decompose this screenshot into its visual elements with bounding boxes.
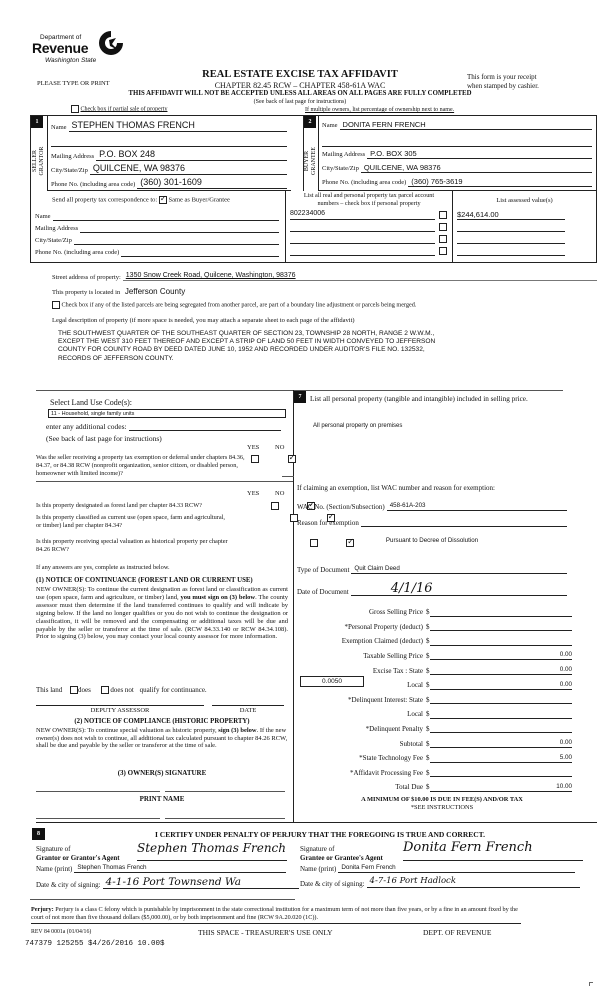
- dollar-sign: $: [426, 637, 430, 646]
- grantee-sig-label: [300, 845, 383, 862]
- grantee-sig-label-2: Grantee or Grantee's Agent: [300, 853, 383, 862]
- exemption-top-rule: [282, 476, 294, 477]
- doc-type-row: [297, 565, 567, 574]
- dollar-sign: $: [426, 724, 430, 733]
- form-title: REAL ESTATE EXCISE TAX AFFIDAVIT: [202, 69, 398, 80]
- this-land-label: This land: [36, 686, 63, 694]
- notice2-title: (2) NOTICE OF COMPLIANCE (HISTORIC PROPERTY): [74, 718, 250, 725]
- exemption-claim-label: If claiming an exemption, list WAC number and reason for exemption:: [297, 484, 495, 492]
- tax-row-value[interactable]: 0.00: [430, 681, 573, 690]
- does-not-label: does not: [110, 686, 134, 694]
- tax-row: [297, 748, 572, 763]
- forest-question: Is this property designated as forest land per chapter 84.33 RCW?: [36, 502, 202, 509]
- grantee-name-field[interactable]: Donita Fern French: [338, 864, 575, 873]
- corr-city-field[interactable]: [74, 236, 279, 245]
- does-checkbox[interactable]: [70, 686, 78, 694]
- grantor-sig-label-2: Grantor or Grantor's Agent: [36, 853, 120, 862]
- parcel-row: [290, 210, 590, 221]
- form-id: REV 84 0001a (01/04/16): [31, 929, 92, 935]
- assessed-value-field[interactable]: [457, 234, 565, 244]
- section-7-badge: 7: [294, 391, 306, 403]
- tax-row: [297, 719, 572, 734]
- parcels-header: [286, 192, 452, 207]
- section-8-badge: 8: [32, 828, 45, 840]
- doc-type-label: Type of Document: [297, 565, 350, 574]
- tax-row: [297, 646, 572, 661]
- notice2-bold: sign (3) below: [218, 727, 257, 734]
- logo-state: Washington State: [45, 57, 97, 64]
- exemption-yes-checkbox[interactable]: [251, 455, 259, 463]
- perjury-text: Perjury is a class C felony which is punishable by imprisonment in the state correctional institution for a maximum term of not more than five years, or by a fine in an amount fixed by the court of not more than five thousand dollars ($5,000.00), or by both imprisonment and fine (RCW 9A.20.020 (1C)).: [31, 906, 518, 921]
- see-back-note: (See back of last page for instructions): [253, 99, 347, 105]
- notice2-body: [36, 727, 288, 750]
- notice2-body-b: . If the new owner(s) does not wish to continue, all additional tax calculated pursuant to chapter 84.26 RCW, shall be due and payable by the seller or transferor at the time of sale.: [36, 727, 288, 750]
- personal-property-field[interactable]: All personal property on premises: [313, 423, 403, 429]
- buyer-mailing-label: Mailing Address: [322, 151, 366, 159]
- tax-row-value[interactable]: [430, 710, 573, 719]
- grantor-date-row: [36, 876, 299, 889]
- reason-field[interactable]: Pursuant to Decree of Dissolution: [385, 537, 479, 544]
- parcel-number-field[interactable]: [290, 234, 435, 244]
- notice1-title: (1) NOTICE OF CONTINUANCE (FOREST LAND OR CURRENT USE): [36, 577, 253, 584]
- if-yes-note: If any answers are yes, complete as instructed below.: [36, 564, 170, 571]
- tax-row-label: *Delinquent Interest: State: [347, 695, 423, 704]
- street-address-field[interactable]: 1350 Snow Creek Road, Quilcene, Washington, 98376: [123, 272, 597, 281]
- legal-description-label: Legal description of property (if more space is needed, you may attach a separate sheet to each page of the affidavit): [52, 317, 355, 324]
- assessor-date-line[interactable]: [212, 705, 284, 706]
- receipt-note-1: This form is your receipt: [467, 73, 537, 81]
- buyer-name-label: Name: [322, 122, 338, 130]
- land-use-select[interactable]: 11 - Household, single family units: [48, 409, 286, 418]
- dollar-sign: $: [426, 695, 430, 704]
- same-as-buyer-label: Same as Buyer/Grantee: [168, 196, 230, 204]
- tax-row-label: Gross Selling Price: [368, 608, 423, 617]
- middle-bottom-rule: [36, 822, 597, 823]
- tax-row-value[interactable]: 0.00: [430, 651, 573, 660]
- grantee-date-row: [300, 876, 580, 888]
- segregated-checkbox[interactable]: [52, 301, 60, 309]
- correspondence-section: [30, 191, 285, 263]
- correspondence-label: Send all property tax correspondence to:: [52, 196, 158, 204]
- notice2-body-a: NEW OWNER(S): To continue special valuation as historic property,: [36, 727, 217, 734]
- tax-row: [297, 660, 572, 675]
- additional-codes-field[interactable]: [129, 422, 281, 431]
- buyer-mailing-field[interactable]: P.O. BOX 305: [367, 149, 592, 159]
- notice1-body-b: . The county assessor must then determine if the land transferred continues to qualify and will indicate by signing below. If the land no longer qualifies or you do not wish to continue the designation or classification, it will be removed and the compensating or additional taxes will be due and payable by the seller or transferor at the time of sale. (RCW 84.33.140 or RCW 84.34.108). Prior to signing (3) below, you may contact your local county assessor for more information.: [36, 593, 289, 641]
- tax-row: [297, 733, 572, 748]
- wac-field[interactable]: 458-61A-203: [387, 502, 567, 511]
- forest-yes-checkbox[interactable]: [271, 502, 279, 510]
- tax-row-label: Local: [407, 710, 423, 719]
- tax-table: [297, 602, 572, 792]
- tax-row: [297, 631, 572, 646]
- buyer-phone-field[interactable]: (360) 765-3619: [408, 177, 592, 187]
- street-address-row: [52, 272, 597, 281]
- print-name-line-2[interactable]: [165, 818, 285, 819]
- corner-mark: [589, 982, 593, 986]
- corr-name-label: Name: [35, 213, 51, 221]
- dollar-sign: $: [426, 768, 430, 777]
- seller-mailing-label: Mailing Address: [51, 153, 95, 160]
- yes-header-2: YES: [247, 490, 260, 497]
- dollar-sign: $: [426, 608, 430, 617]
- multiple-owners-note: If multiple owners, list percentage of ownership next to name.: [305, 107, 455, 113]
- treasurer-use: THIS SPACE - TREASURER'S USE ONLY: [198, 928, 333, 937]
- parcels-header-2: numbers – check box if personal property: [317, 199, 421, 207]
- tax-row: [297, 602, 572, 617]
- tax-row-value[interactable]: [430, 637, 573, 646]
- buyer-city-field[interactable]: QUILCENE, WA 98376: [361, 163, 592, 173]
- corr-phone-field[interactable]: [121, 248, 279, 257]
- parcel-personal-checkbox[interactable]: [439, 235, 447, 243]
- buyer-side-label-2: GRANTEE: [311, 147, 317, 175]
- no-header-2: NO: [275, 490, 285, 497]
- parcel-row: [290, 234, 590, 245]
- seller-side-label-1: SELLER: [32, 150, 38, 172]
- deputy-assessor-line[interactable]: [36, 705, 204, 706]
- revenue-swirl-logo-icon: [98, 30, 124, 56]
- seller-name-field[interactable]: STEPHEN THOMAS FRENCH: [69, 120, 287, 132]
- personal-property-label: List all personal property (tangible and intangible) included in selling price.: [310, 395, 528, 403]
- grantee-date-label: Date & city of signing:: [300, 879, 365, 888]
- dollar-sign: $: [426, 651, 430, 660]
- county-field[interactable]: Jefferson County: [124, 287, 186, 296]
- treasurer-stamp: 747379 125255 $4/26/2016 10.00$: [25, 940, 165, 948]
- legal-line: THE SOUTHWEST QUARTER OF THE SOUTHEAST QUARTER OF SECTION 23, TOWNSHIP 28 NORTH, RANGE 2 W.W.M.,: [58, 330, 435, 337]
- tax-row-value[interactable]: 0.00: [430, 666, 573, 675]
- seller-name-label: Name: [51, 124, 67, 131]
- land-use-see-back: (See back of last page for instructions): [46, 434, 162, 443]
- tax-row-label: Subtotal: [399, 739, 423, 748]
- corr-phone-label: Phone No. (including area code): [35, 249, 120, 257]
- parcel-number-field[interactable]: [290, 246, 435, 256]
- print-name-line-1[interactable]: [36, 818, 160, 819]
- parcel-row: [290, 246, 590, 257]
- owner-signature-line-1[interactable]: [36, 791, 160, 792]
- doc-date-row: [297, 582, 567, 596]
- grantor-name-field[interactable]: Stephen Thomas French: [74, 864, 286, 873]
- grantor-name-label: Name (print): [36, 864, 73, 873]
- tax-row: [297, 763, 572, 778]
- tax-row: [297, 777, 572, 792]
- county-label: This property is located in: [52, 289, 121, 296]
- doc-type-field[interactable]: Quit Claim Deed: [351, 565, 567, 574]
- legal-line: COUNTY FOR COUNTY ROAD BY DEED DATED JUNE 10, 1952 AND RECORDED UNDER AUDITOR'S FILE NO. 132532,: [58, 346, 425, 354]
- parcel-row: [290, 222, 590, 233]
- current-use-question: Is this property classified as current use (open space, farm and agricultural, or timber) land per chapter 84.34?: [36, 514, 226, 529]
- parcel-personal-checkbox[interactable]: [439, 247, 447, 255]
- partial-sale-checkbox[interactable]: [71, 105, 79, 113]
- assessed-value-field[interactable]: [457, 246, 565, 256]
- parcel-personal-checkbox[interactable]: [439, 211, 447, 219]
- please-type: PLEASE TYPE OR PRINT: [37, 80, 110, 87]
- segregated-row: [52, 301, 416, 309]
- parcel-personal-checkbox[interactable]: [439, 223, 447, 231]
- additional-codes-row: [46, 422, 281, 431]
- receipt-note-2: when stamped by cashier.: [467, 82, 539, 90]
- grantee-name-label: Name (print): [300, 864, 337, 873]
- tax-row-value[interactable]: [430, 724, 573, 733]
- reason-line[interactable]: [361, 518, 567, 527]
- minimum-note: A MINIMUM OF $10.00 IS DUE IN FEE(S) AND/OR TAX: [361, 796, 523, 803]
- assessed-value-field[interactable]: $244,614.00: [457, 210, 565, 220]
- seller-city-field[interactable]: QUILCENE, WA 98376: [90, 163, 287, 175]
- notice1-body: [36, 586, 288, 641]
- seller-phone-field[interactable]: (360) 301-1609: [137, 177, 287, 189]
- corr-mailing-label: Mailing Address: [35, 225, 79, 233]
- grantor-sig-label-1: Signature of: [36, 845, 71, 853]
- continuance-row: [36, 686, 207, 694]
- dollar-sign: $: [426, 622, 430, 631]
- buyer-side-label-1: BUYER: [304, 150, 310, 172]
- grantor-sig-label: [36, 845, 120, 862]
- logo-dept: Department of: [40, 34, 82, 41]
- grantee-sig-label-1: Signature of: [300, 845, 335, 853]
- print-name-label: PRINT NAME: [139, 795, 185, 803]
- assessor-date-label: DATE: [239, 707, 257, 714]
- street-address-label: Street address of property:: [52, 273, 121, 281]
- section-1-badge: 1: [31, 116, 43, 128]
- deputy-assessor-label: DEPUTY ASSESSOR: [90, 707, 150, 714]
- form-subtitle: CHAPTER 82.45 RCW – CHAPTER 458-61A WAC: [214, 81, 386, 90]
- doc-date-label: Date of Document: [297, 587, 349, 596]
- seller-phone-label: Phone No. (including area code): [51, 181, 136, 188]
- tax-row-value[interactable]: 10.00: [430, 783, 573, 792]
- corr-mailing-field[interactable]: [80, 224, 279, 233]
- certify-statement: I CERTIFY UNDER PENALTY OF PERJURY THAT THE FOREGOING IS TRUE AND CORRECT.: [154, 830, 485, 839]
- buyer-name-field[interactable]: DONITA FERN FRENCH: [340, 120, 592, 130]
- tax-row-label: Exemption Claimed (deduct): [341, 637, 423, 646]
- legal-line: RECORDS OF JEFFERSON COUNTY.: [58, 354, 174, 362]
- dollar-sign: $: [426, 739, 430, 748]
- reason-row: [297, 518, 567, 527]
- reason-label: Reason for exemption: [297, 518, 359, 527]
- yes-header: YES: [247, 444, 260, 451]
- buyer-city-label: City/State/Zip: [322, 165, 359, 173]
- tax-row-label: Local: [407, 681, 423, 690]
- dept-of-revenue: DEPT. OF REVENUE: [423, 928, 492, 937]
- grantor-signature-field[interactable]: Stephen Thomas French: [137, 841, 287, 861]
- exemption-rule: [36, 481, 293, 482]
- tax-row: [297, 704, 572, 719]
- seller-side-label-2: GRANTOR: [39, 146, 45, 176]
- buyer-phone-label: Phone No. (including area code): [322, 179, 407, 187]
- dollar-sign: $: [426, 666, 430, 675]
- grantee-date-field[interactable]: 4-7-16 Port Hadlock: [367, 876, 580, 888]
- tax-row-value[interactable]: [430, 768, 573, 777]
- parcel-number-field[interactable]: [290, 222, 435, 232]
- tax-row-label: *Personal Property (deduct): [344, 622, 423, 631]
- tax-row-label: Total Due: [395, 783, 423, 792]
- tax-row-label: *State Technology Fee: [359, 754, 423, 763]
- grantor-date-field[interactable]: 4-1-16 Port Townsend Wa: [103, 876, 299, 889]
- exemption-question: Was the seller receiving a property tax exemption or deferral under chapters 84.36, 84.37, or 84.38 RCW (nonprofit organization, senior citizen, or disabled person, homeowner with limited income)?: [36, 454, 245, 477]
- logo-name: Revenue: [32, 40, 89, 56]
- land-use-label: Select Land Use Code(s):: [50, 398, 132, 407]
- seller-side-label: [32, 140, 46, 182]
- grantor-date-label: Date & city of signing:: [36, 880, 101, 889]
- historic-question: Is this property receiving special valuation as historical property per chapter 84.26 RCW?: [36, 538, 228, 553]
- seller-city-label: City/State/Zip: [51, 167, 88, 174]
- parcel-number-field[interactable]: 802234006: [290, 210, 435, 220]
- qualify-label: qualify for continuance.: [139, 686, 207, 694]
- dollar-sign: $: [426, 754, 430, 763]
- wac-row: [297, 502, 567, 511]
- additional-codes-label: enter any additional codes:: [46, 422, 127, 431]
- county-row: [52, 287, 185, 297]
- owner-signature-line-2[interactable]: [165, 791, 285, 792]
- tax-row-value[interactable]: [430, 695, 573, 704]
- assessed-value-field[interactable]: [457, 222, 565, 232]
- seller-mailing-field[interactable]: P.O. BOX 248: [96, 149, 287, 161]
- corr-city-label: City/State/Zip: [35, 237, 72, 245]
- buyer-fields: [318, 116, 596, 191]
- tax-row-label: Taxable Selling Price: [363, 651, 423, 660]
- doc-date-field[interactable]: 4/1/16: [351, 582, 567, 596]
- dollar-sign: $: [426, 783, 430, 792]
- same-as-buyer-checkbox[interactable]: [159, 196, 167, 204]
- tax-row-label: *Affidavit Processing Fee: [350, 768, 423, 777]
- tax-row-value[interactable]: [430, 608, 573, 617]
- certify-bottom-rule: [30, 899, 295, 900]
- legal-line: EXCEPT THE WEST 310 FEET THEREOF AND EXCEPT A STRIP OF LAND 50 FEET IN WIDTH CONVEYED TO JEFFERSON: [58, 338, 436, 346]
- segregated-label: Check box if any of the listed parcels are being segregated from another parcel, are part of a boundary line adjustment or parcels being merged.: [61, 301, 417, 309]
- tax-row-label: Excise Tax : State: [372, 666, 423, 675]
- tax-row-value[interactable]: 5.00: [430, 754, 573, 763]
- partial-sale-row[interactable]: [71, 105, 167, 114]
- tax-row-value[interactable]: [430, 622, 573, 631]
- tax-row: [297, 675, 572, 690]
- tax-row: [297, 617, 572, 632]
- wac-label: WAC No. (Section/Subsection): [297, 502, 385, 511]
- see-instructions: *SEE INSTRUCTIONS: [410, 804, 474, 811]
- no-header: NO: [275, 444, 285, 451]
- grantor-name-row: [36, 864, 286, 873]
- section-2-badge: 2: [304, 116, 316, 128]
- owner-signature-label: (3) OWNER(S) SIGNATURE: [117, 769, 207, 777]
- tax-row-label: *Delinquent Penalty: [365, 724, 423, 733]
- legal-description-text[interactable]: [58, 330, 435, 363]
- seller-fields: [47, 116, 291, 191]
- corr-name-field[interactable]: [53, 212, 279, 221]
- tax-row: [297, 690, 572, 705]
- notice1-body-a: NEW OWNER(S): To continue the current designation as forest land or classification as current use (open space, farm and agriculture, or timber) land,: [36, 586, 288, 601]
- dollar-sign: $: [426, 710, 430, 719]
- partial-sale-label: Check box if partial sale of property: [80, 106, 168, 113]
- parcels-header-1: List all real and personal property tax parcel account: [303, 192, 435, 199]
- local-rate-box[interactable]: 0.0050: [300, 676, 364, 687]
- assessed-header: List assessed value(s): [496, 197, 553, 204]
- grantee-signature-field[interactable]: Donita Fern French: [403, 840, 583, 861]
- exemption-no-checkbox[interactable]: [288, 455, 296, 463]
- does-label: does: [78, 686, 91, 694]
- seller-name-line-2[interactable]: [51, 146, 287, 147]
- notice1-bold: you must sign on (3) below: [180, 593, 256, 601]
- does-not-checkbox[interactable]: [101, 686, 109, 694]
- perjury-notice: [31, 906, 521, 924]
- revenue-logo: [32, 30, 127, 66]
- grantee-name-row: [300, 864, 575, 873]
- dollar-sign: $: [426, 681, 430, 690]
- buyer-name-line-2[interactable]: [322, 146, 592, 147]
- accept-warning: THIS AFFIDAVIT WILL NOT BE ACCEPTED UNLESS ALL AREAS ON ALL PAGES ARE FULLY COMPLETED: [128, 90, 472, 97]
- tax-row-value[interactable]: 0.00: [430, 739, 573, 748]
- buyer-side-label: [304, 140, 318, 182]
- perjury-bold: Perjury:: [31, 906, 54, 913]
